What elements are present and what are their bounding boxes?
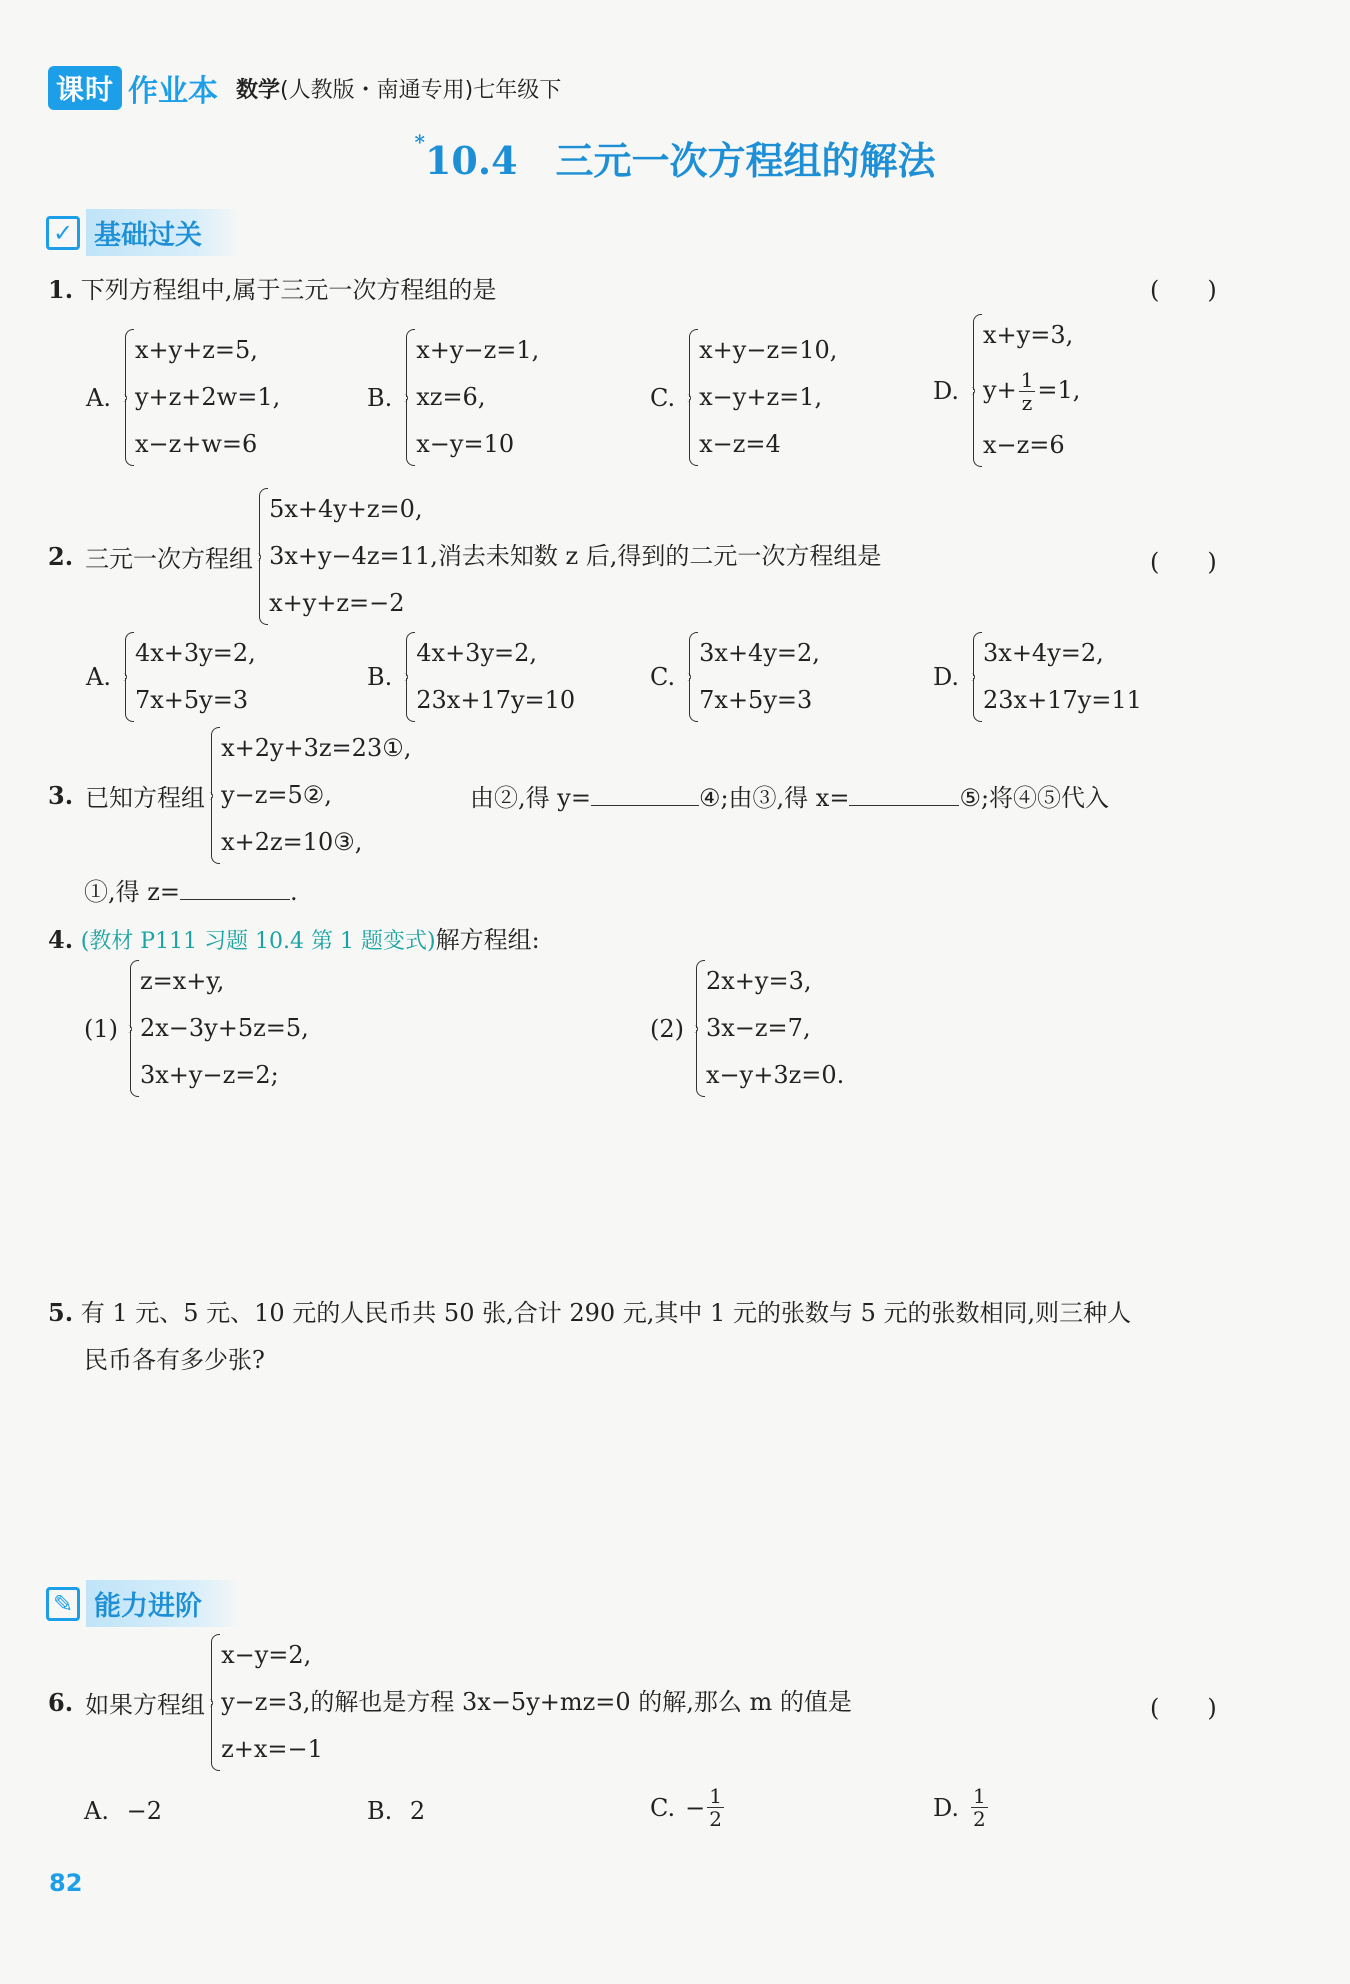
equation: x−y=10 xyxy=(416,430,515,458)
q3-text: 由②,得 y= xyxy=(470,784,591,812)
fraction: $\frac{1}{z}$ xyxy=(1020,368,1034,415)
option-label: B. xyxy=(367,1797,393,1825)
question-text: 下列方程组中,属于三元一次方程组的是 xyxy=(80,276,497,304)
fraction: $\frac{1}{2}$ xyxy=(973,1784,986,1831)
equation: x−y+z=1, xyxy=(699,383,823,411)
brand-subject: 数学 xyxy=(236,77,281,103)
page-number: 82 xyxy=(49,1869,83,1897)
q2-option-d xyxy=(933,630,1142,724)
question-source: (教材 P111 习题 10.4 第 1 题变式) xyxy=(80,929,436,954)
equation: 7x+5y=3 xyxy=(134,686,249,714)
section-label: 能力进阶 xyxy=(86,1580,242,1627)
part-label: (2) xyxy=(650,1014,684,1043)
pencil-icon: ✎ xyxy=(46,1587,80,1621)
equation: z+x=−1 xyxy=(221,1735,323,1763)
q4-part-2 xyxy=(650,958,844,1099)
question-6-stem xyxy=(48,1632,852,1773)
brace xyxy=(400,630,414,724)
q3-text: ①,得 z= xyxy=(84,878,181,906)
option-label: C. xyxy=(650,383,676,412)
equation: x−y+3z=0. xyxy=(706,1061,845,1089)
equation: 2x+y=3, xyxy=(706,967,812,995)
equation: z=x+y, xyxy=(140,967,225,995)
option-label: B. xyxy=(367,383,393,412)
q2-option-c xyxy=(650,630,820,724)
answer-paren: ( ) xyxy=(1150,548,1217,576)
equation: x−z+w=6 xyxy=(134,430,258,458)
equation: 4x+3y=2, xyxy=(416,639,538,667)
equation: 3x+y−4z=11,消去未知数 z 后,得到的二元一次方程组是 xyxy=(269,542,882,570)
section-advanced xyxy=(46,1580,242,1627)
equation: 3x−z=7, xyxy=(706,1014,811,1042)
question-text: 如果方程组 xyxy=(85,1691,206,1719)
question-3-stem xyxy=(48,725,411,866)
section-label: 基础过关 xyxy=(86,209,242,256)
equation: x+2y+3z=23①, xyxy=(221,734,412,762)
answer-paren: ( ) xyxy=(1150,276,1217,304)
question-1-stem xyxy=(48,270,496,305)
page-title xyxy=(0,130,1350,185)
question-number: 3. xyxy=(48,781,74,810)
brace xyxy=(683,630,697,724)
option-label: D. xyxy=(933,663,960,691)
q2-option-a xyxy=(86,630,256,724)
equation: 3x+4y=2, xyxy=(699,639,820,667)
equation: x+y=3, xyxy=(983,321,1074,349)
q3-fill-line-2 xyxy=(84,872,298,907)
q6-option-c xyxy=(650,1785,726,1830)
option-label: D. xyxy=(933,1793,960,1822)
option-label: A. xyxy=(84,1797,109,1825)
equation: 23x+17y=10 xyxy=(416,686,576,714)
part-label: (1) xyxy=(84,1014,118,1043)
option-label: A. xyxy=(86,663,111,691)
answer-blank[interactable] xyxy=(591,779,699,806)
brace xyxy=(205,1632,219,1773)
equation: 2x−3y+5z=5, xyxy=(140,1014,309,1042)
brace xyxy=(124,958,138,1099)
question-number: 6. xyxy=(48,1688,74,1717)
q6-option-a xyxy=(84,1797,162,1825)
brace xyxy=(253,486,267,627)
question-number: 4. xyxy=(48,925,74,954)
question-number: 2. xyxy=(48,542,74,571)
title-star: * xyxy=(414,130,425,154)
equation: 4x+3y=2, xyxy=(134,639,256,667)
equation: 5x+4y+z=0, xyxy=(269,495,423,523)
equation: y+ $\frac{1}{z}$ =1, xyxy=(983,368,1081,415)
option-label: D. xyxy=(933,376,960,405)
q3-text: ④;由③,得 x= xyxy=(698,784,850,812)
question-4-stem xyxy=(48,920,540,955)
q1-option-b xyxy=(367,327,539,468)
fraction: $\frac{1}{2}$ xyxy=(709,1784,722,1831)
brace xyxy=(967,312,981,469)
q3-fill-line xyxy=(470,778,1109,813)
brace xyxy=(119,630,133,724)
option-label: C. xyxy=(650,663,676,691)
brand-logo: 课时 xyxy=(48,66,122,110)
equation: x−z=4 xyxy=(699,430,781,458)
q2-option-b xyxy=(367,630,575,724)
q4-part-1 xyxy=(84,958,309,1099)
q1-option-d xyxy=(933,312,1080,469)
q3-text: ⑤;将④⑤代入 xyxy=(959,784,1110,812)
brace xyxy=(119,327,133,468)
question-2-stem xyxy=(48,486,881,627)
option-label: B. xyxy=(367,663,393,691)
equation: x−z=6 xyxy=(983,431,1065,459)
q1-option-a xyxy=(86,327,280,468)
equation: 3x+4y=2, xyxy=(983,639,1104,667)
option-label: A. xyxy=(86,383,111,412)
equation: x+y+z=−2 xyxy=(269,589,405,617)
title-text: 10.4 三元一次方程组的解法 xyxy=(424,138,936,183)
answer-blank[interactable] xyxy=(180,873,290,900)
brace xyxy=(205,725,219,866)
brace xyxy=(967,630,981,724)
option-value: −2 xyxy=(126,1797,162,1825)
question-text: 三元一次方程组 xyxy=(85,545,254,573)
q6-option-b xyxy=(367,1797,425,1825)
question-text: 有 1 元、5 元、10 元的人民币共 50 张,合计 290 元,其中 1 元的张数与 5 元的张数相同,则三种人 xyxy=(80,1299,1132,1327)
section-basic xyxy=(46,209,242,256)
question-5-stem xyxy=(48,1293,1131,1328)
equation: x+y−z=1, xyxy=(416,336,540,364)
equation: x+2z=10③, xyxy=(221,828,363,856)
option-label: C. xyxy=(650,1793,676,1822)
equation: x−y=2, xyxy=(221,1641,312,1669)
brand-edition: (人教版・南通专用)七年级下 xyxy=(280,77,562,103)
question-text: 解方程组: xyxy=(435,926,540,954)
q3-text: . xyxy=(290,878,298,906)
option-sign: − xyxy=(685,1793,706,1822)
equation: x+y−z=10, xyxy=(699,336,838,364)
equation: x+y+z=5, xyxy=(134,336,258,364)
header-brand xyxy=(48,66,561,110)
q1-option-c xyxy=(650,327,837,468)
option-value: 2 xyxy=(409,1797,426,1825)
equation: 7x+5y=3 xyxy=(699,686,813,714)
answer-blank[interactable] xyxy=(849,779,959,806)
equation: xz=6, xyxy=(416,383,486,411)
equation: 3x+y−z=2; xyxy=(140,1061,279,1089)
q6-option-d xyxy=(933,1785,990,1830)
equation: y−z=5②, xyxy=(221,781,332,809)
equation: y+z+2w=1, xyxy=(134,383,281,411)
equation: y−z=3,的解也是方程 3x−5y+mz=0 的解,那么 m 的值是 xyxy=(221,1688,852,1716)
question-text: 已知方程组 xyxy=(85,784,206,812)
brand-name: 作业本 xyxy=(128,74,219,109)
brace xyxy=(400,327,414,468)
question-number: 1. xyxy=(48,275,74,304)
answer-paren: ( ) xyxy=(1150,1694,1217,1722)
check-icon: ✓ xyxy=(46,216,80,250)
brace xyxy=(683,327,697,468)
equation: 23x+17y=11 xyxy=(983,686,1142,714)
question-5-line-2: 民币各有多少张? xyxy=(84,1346,265,1374)
question-number: 5. xyxy=(48,1298,74,1327)
brace xyxy=(690,958,704,1099)
